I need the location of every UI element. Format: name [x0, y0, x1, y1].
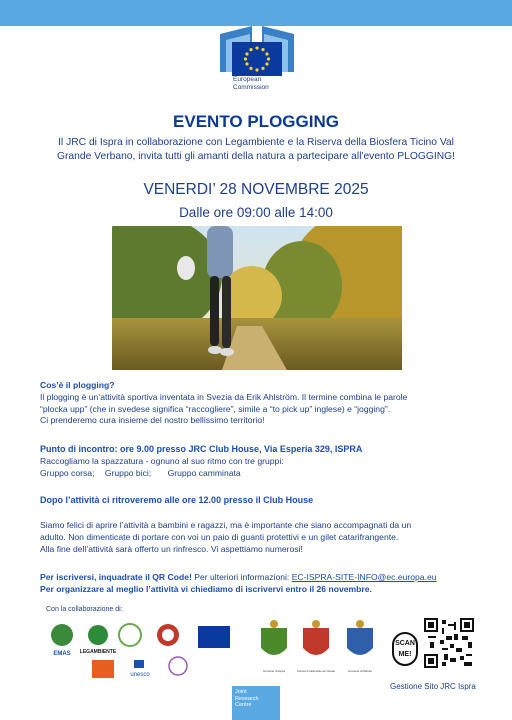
signup-info-text: Per ulteriori informazioni:	[191, 572, 292, 582]
what-section	[40, 380, 480, 427]
kids-line2: adulto. Non dimenticate di portare con voi un paio di guanti protettivi e un gilet catarifrangente.	[40, 531, 399, 542]
groups-line	[40, 468, 490, 480]
signup-qr-text: Per iscriversi, inquadrate il QR Code!	[40, 572, 192, 582]
contact-email-link[interactable]: EC-ISPRA-SITE-INFO@ec.europa.eu	[291, 572, 437, 582]
jrc-logo-bar	[232, 686, 280, 720]
signup-line1	[40, 572, 500, 584]
collab-label: Con la collaborazione di:	[46, 606, 123, 613]
what-heading: Cos’è il plogging?	[40, 380, 115, 390]
intro-line1: Il JRC di Ispra in collaborazione con Legambiente e la Riserva della Biosfera Ticino Val	[58, 137, 454, 148]
partner-logos	[48, 620, 234, 682]
group-walk: Gruppo camminata	[167, 467, 241, 478]
logo-caption	[233, 76, 269, 92]
event-intro	[0, 136, 512, 164]
logo-text-line1: European	[233, 76, 262, 83]
signup-section	[40, 572, 500, 596]
event-title: EVENTO PLOGGING	[173, 112, 339, 131]
municipality-crests	[255, 620, 380, 676]
crest-cadrezzate-text: Comune di Cadrezzate con Osmate	[296, 670, 336, 673]
what-line3: Ci prenderemo cura insieme del nostro bellissimo territorio!	[40, 415, 265, 426]
meeting-heading: Punto di incontro: ore 9.00 presso JRC Club House, Via Esperia 329, ISPRA	[40, 444, 363, 454]
event-date: VENERDI’ 28 NOVEMBRE 2025	[143, 181, 369, 198]
jrc-line3: Centre	[235, 702, 252, 708]
scan-me-badge: SCAN ME!	[392, 632, 418, 666]
what-line1: Il plogging è un’attività sportiva inventata in Svezia da Erik Ahlström. Il termine combina le parole	[40, 391, 408, 402]
plogging-photo	[112, 226, 402, 370]
legambiente-logo-text: LEGAMBIENTE	[79, 649, 117, 655]
kids-line3: Alla fine dell’attività sarà offerto un rinfresco. Vi aspettiamo numerosi!	[40, 543, 303, 554]
site-manager-text: Gestione Sito JRC Ispra	[390, 682, 476, 691]
qr-code[interactable]	[424, 618, 474, 668]
unesco-logo-text: unesco	[130, 672, 150, 678]
jrc-text	[232, 686, 280, 709]
crest-ispra-text: Comune di Ispra	[262, 669, 286, 673]
emas-logo-text: EMAS	[53, 651, 71, 657]
kids-section	[40, 520, 490, 555]
event-time: Dalle ore 09:00 alle 14:00	[179, 205, 333, 220]
signup-deadline: Per organizzare al meglio l’attività vi chiediamo di iscrivervi entro il 26 novembre.	[40, 583, 372, 594]
what-line2: “plocka upp” (che in svedese significa “raccogliere”, simile a “to pick up” inglese) e “jogging”.	[40, 403, 391, 414]
crest-ranco-text: Comune di Ranco	[347, 669, 373, 673]
jrc-line2: Research	[235, 695, 259, 702]
group-run: Gruppo corsa;	[40, 467, 95, 478]
group-bike: Gruppo bici;	[104, 467, 152, 478]
intro-line2: Grande Verbano, invita tutti gli amanti della natura a partecipare all'evento PLOGGING!	[56, 151, 456, 162]
kids-line1: Siamo felici di aprire l’attività a bambini e ragazzi, ma è importante che siano accompagnati da un	[40, 520, 412, 530]
meeting-line1: Raccogliamo la spazzatura - ognuno al suo ritmo con tre gruppi:	[40, 455, 284, 466]
after-text: Dopo l’attività ci ritroveremo alle ore 12.00 presso il Club House	[40, 495, 314, 505]
jrc-line1: Joint	[235, 689, 247, 695]
logo-text-line2: Commission	[233, 84, 269, 91]
meeting-section	[40, 444, 490, 479]
